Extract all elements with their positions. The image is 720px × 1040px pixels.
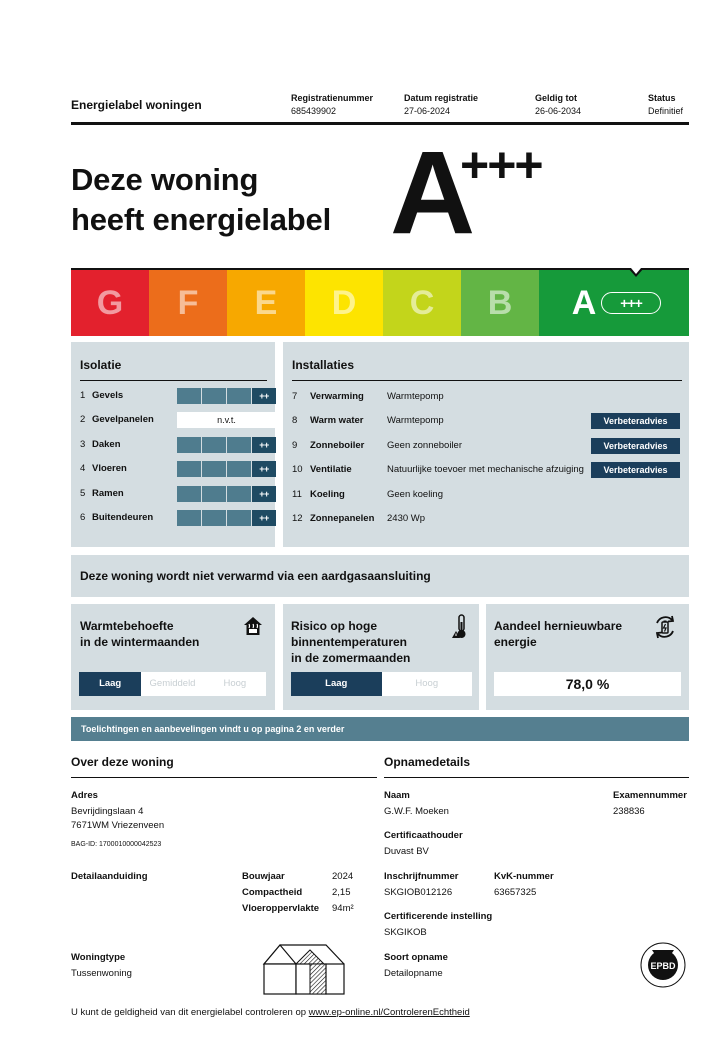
risico-scale xyxy=(291,672,472,696)
terraced-house-icon xyxy=(262,942,346,996)
gas-notice: Deze woning wordt niet verwarmd via een aardgasaansluiting xyxy=(80,569,431,583)
hernieuwbaar-panel: Aandeel hernieuwbare energie 78,0 % xyxy=(486,604,689,710)
installatie-row: 12 Zonnepanelen 2430 Wp xyxy=(292,513,426,524)
info-banner: Toelichtingen en aanbevelingen vindt u op pagina 2 en verder xyxy=(71,717,689,741)
scale-class-a: A xyxy=(539,270,689,336)
installatie-row: 7 Verwarming Warmtepomp xyxy=(292,391,444,402)
isolatie-row: 2 Gevelpanelen n.v.t. xyxy=(80,412,276,428)
soort-opname-value: Detailopname xyxy=(384,968,443,979)
adres-line1: Bevrijdingslaan 4 xyxy=(71,806,144,817)
energy-label-letter: A xyxy=(390,127,472,259)
energy-scale xyxy=(71,270,689,336)
isolatie-row: 6 Buitendeuren ++ xyxy=(80,510,276,526)
woning-section-title: Over deze woning xyxy=(71,755,174,769)
vloeroppervlakte-value: 94m² xyxy=(332,903,354,914)
isolatie-rating-bar: ++ xyxy=(177,437,276,453)
installatie-row: 8 Warm water Warmtepomp Verbeteradvies xyxy=(292,413,682,429)
certificerende-instelling-value: SKGIKOB xyxy=(384,927,427,938)
naam-value: G.W.F. Moeken xyxy=(384,806,449,817)
gas-notice-panel xyxy=(71,555,689,597)
header-divider xyxy=(71,122,689,125)
document-title: Energielabel woningen xyxy=(71,98,202,112)
thermometer-warning-icon xyxy=(451,614,471,640)
hernieuwbaar-value: 78,0 % xyxy=(494,672,681,696)
risico-panel: Risico op hoge binnentemperaturen in de zomermaanden Laag Hoog xyxy=(283,604,479,710)
installatie-row: 9 Zonneboiler Geen zonneboiler Verbeteradvies xyxy=(292,438,682,454)
isolatie-panel xyxy=(71,342,275,547)
isolatie-rating-bar: ++ xyxy=(177,461,276,477)
verify-link[interactable]: www.ep-online.nl/ControlerenEchtheid xyxy=(308,1007,470,1018)
datum-registratie-field: Datum registratie 27-06-2024 xyxy=(404,93,479,116)
warmtebehoefte-scale xyxy=(79,672,266,696)
examennummer-value: 238836 xyxy=(613,806,645,817)
kvk-value: 63657325 xyxy=(494,887,537,898)
geldig-tot-field: Geldig tot 26-06-2034 xyxy=(535,93,582,116)
isolatie-row: 3 Daken ++ xyxy=(80,437,276,453)
scale-class-c: C xyxy=(383,270,461,336)
renewable-energy-icon xyxy=(652,614,678,640)
scale-class-g: G xyxy=(71,270,149,336)
warmte-hoog: Hoog xyxy=(204,672,266,696)
bag-id: BAG-ID: 1700010000042523 xyxy=(71,841,162,848)
certificaathouder-value: Duvast BV xyxy=(384,846,429,857)
scale-class-f: F xyxy=(149,270,227,336)
warmte-laag: Laag xyxy=(79,672,141,696)
verbeteradvies-button[interactable]: Verbeteradvies xyxy=(591,438,680,454)
isolatie-row: 5 Ramen ++ xyxy=(80,486,276,502)
opname-section-title: Opnamedetails xyxy=(384,755,471,769)
risico-laag: Laag xyxy=(291,672,382,696)
verbeteradvies-button[interactable]: Verbeteradvies xyxy=(591,462,680,478)
risico-hoog: Hoog xyxy=(382,672,473,696)
status-field: Status Definitief xyxy=(648,93,684,116)
epbd-logo-icon xyxy=(638,940,688,990)
isolatie-rating-bar: ++ xyxy=(177,486,276,502)
scale-plus-badge: +++ xyxy=(601,292,661,314)
isolatie-rating-bar: n.v.t. xyxy=(177,412,276,428)
warmte-gemiddeld: Gemiddeld xyxy=(141,672,203,696)
energy-label-plus: +++ xyxy=(460,137,542,193)
scale-class-d: D xyxy=(305,270,383,336)
inschrijfnummer-value: SKGIOB012126 xyxy=(384,887,453,898)
epbd-logo-text: EPBD xyxy=(650,961,676,971)
isolatie-rating-bar: ++ xyxy=(177,510,276,526)
warmtebehoefte-panel: Warmtebehoefte in de wintermaanden Laag Gemiddeld Hoog xyxy=(71,604,275,710)
footer: U kunt de geldigheid van dit energielabel controleren op www.ep-online.nl/ControlerenEchtheid xyxy=(71,1007,470,1018)
document-header xyxy=(71,90,689,124)
woningtype-value: Tussenwoning xyxy=(71,968,132,979)
isolatie-title: Isolatie xyxy=(80,358,122,372)
bouwjaar-value: 2024 xyxy=(332,871,354,882)
verbeteradvies-button[interactable]: Verbeteradvies xyxy=(591,413,680,429)
scale-class-e: E xyxy=(227,270,305,336)
compactheid-value: 2,15 xyxy=(332,887,351,898)
headline: Deze woning heeft energielabel xyxy=(71,162,331,237)
installatie-row: 11 Koeling Geen koeling xyxy=(292,488,443,500)
isolatie-rating-bar: ++ xyxy=(177,388,276,404)
scale-class-b: B xyxy=(461,270,539,336)
adres-line2: 7671WM Vriezenveen xyxy=(71,820,165,831)
isolatie-row: 1 Gevels ++ xyxy=(80,388,276,404)
installaties-title: Installaties xyxy=(292,358,355,372)
installatie-row: 10 Ventilatie Natuurlijke toevoer met mechanische afzuiging Verbeteradvies xyxy=(292,462,682,478)
house-heating-icon xyxy=(243,616,263,636)
registratienummer-field: Registratienummer 685439902 xyxy=(291,93,374,116)
isolatie-row: 4 Vloeren ++ xyxy=(80,461,276,477)
